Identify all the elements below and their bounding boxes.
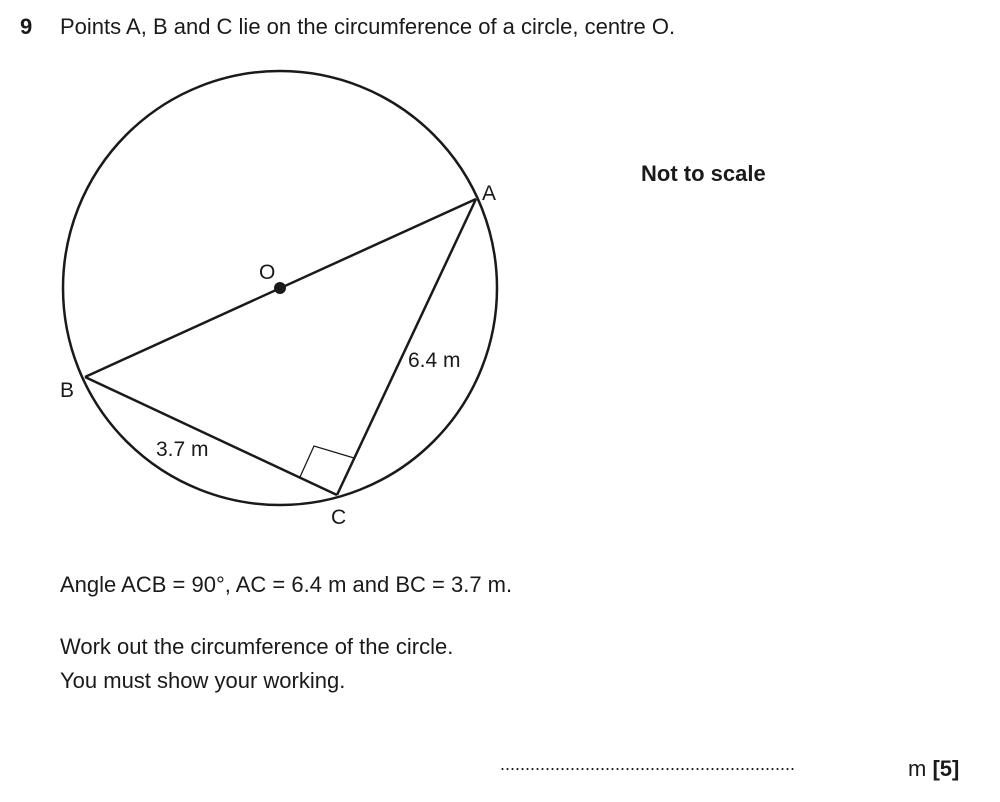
question-text: Points A, B and C lie on the circumference of a circle, centre O. — [60, 14, 676, 39]
label-side-ac: 6.4 m — [408, 349, 461, 372]
label-a: A — [482, 182, 497, 205]
side-ac — [337, 199, 476, 495]
label-side-bc: 3.7 m — [156, 438, 209, 461]
right-angle-marker — [300, 446, 354, 477]
instruction-1: Work out the circumference of the circle. — [60, 634, 454, 659]
answer-line[interactable]: ........................................................... — [500, 754, 796, 774]
centre-point — [274, 282, 286, 294]
not-to-scale-note: Not to scale — [641, 161, 766, 186]
instruction-2: You must show your working. — [60, 668, 346, 693]
label-c: C — [331, 506, 347, 529]
label-b: B — [60, 379, 75, 402]
label-o: O — [259, 261, 276, 284]
answer-unit: m — [908, 756, 927, 781]
given-information: Angle ACB = 90°, AC = 6.4 m and BC = 3.7 m. — [60, 572, 513, 597]
question-number: 9 — [20, 14, 33, 39]
answer-unit-and-marks — [908, 756, 959, 782]
marks: [5] — [932, 756, 960, 781]
